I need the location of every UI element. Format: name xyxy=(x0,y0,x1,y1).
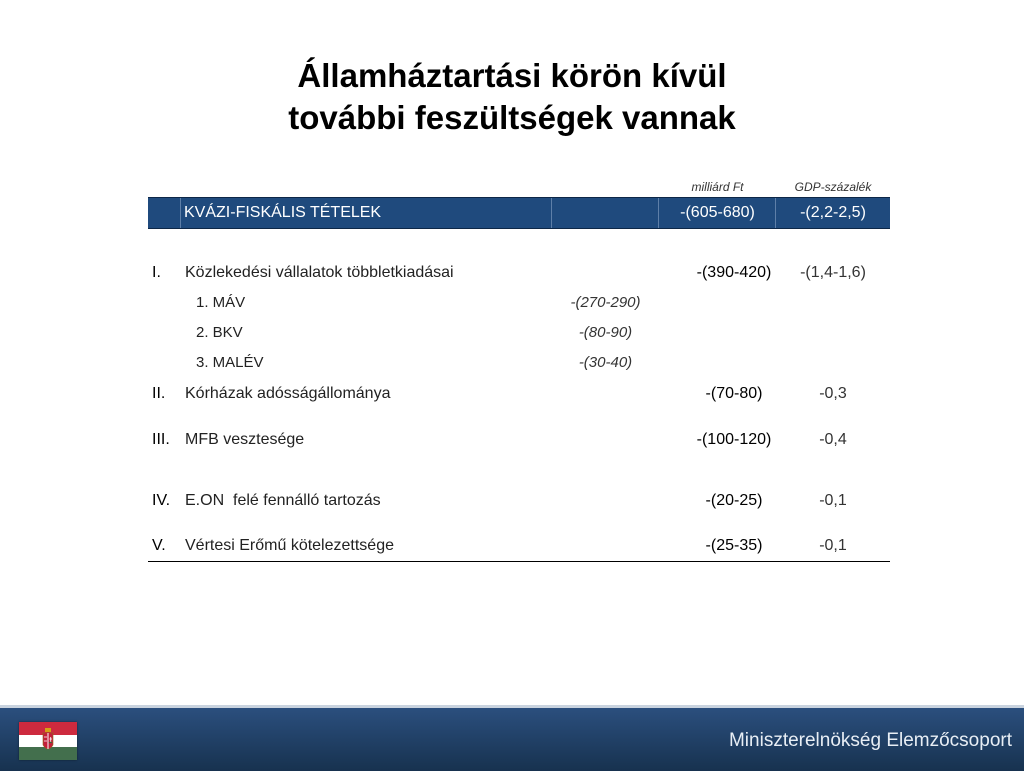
row-number: I. xyxy=(152,264,161,281)
row-value-gdp: -0,1 xyxy=(819,492,847,509)
header-separator xyxy=(658,198,659,228)
table-header-label: KVÁZI-FISKÁLIS TÉTELEK xyxy=(184,204,382,221)
row-number: III. xyxy=(152,431,170,448)
table-row xyxy=(148,379,890,409)
row-value-billion: -(20-25) xyxy=(705,492,763,509)
row-value-gdp: -0,4 xyxy=(819,431,847,448)
row-number: V. xyxy=(152,537,166,554)
table-bottom-rule xyxy=(148,561,890,562)
row-value-billion: -(390-420) xyxy=(696,264,772,281)
header-separator xyxy=(551,198,552,228)
row-value-gdp: -0,1 xyxy=(819,537,847,554)
subrow-label: 3. MALÉV xyxy=(196,354,264,371)
title-line-2: további feszültségek vannak xyxy=(288,99,736,136)
unit-billion-label: milliárd Ft xyxy=(691,180,744,194)
table-row xyxy=(148,531,890,561)
table-row xyxy=(148,258,890,288)
row-value-gdp: -(1,4-1,6) xyxy=(800,264,866,281)
row-label: Vértesi Erőmű kötelezettsége xyxy=(185,537,394,554)
subrow-label: 2. BKV xyxy=(196,324,243,341)
header-separator xyxy=(180,198,181,228)
table-row xyxy=(148,486,890,516)
row-number: II. xyxy=(152,385,166,402)
row-value-billion: -(100-120) xyxy=(696,431,772,448)
footer-bar xyxy=(0,705,1024,771)
table-subrow xyxy=(148,288,890,318)
subrow-value: -(80-90) xyxy=(578,324,633,341)
row-value-gdp: -0,3 xyxy=(819,385,847,402)
title-line-1: Államháztartási körön kívül xyxy=(297,57,727,94)
row-label: Közlekedési vállalatok többletkiadásai xyxy=(185,264,454,281)
row-label: E.ON felé fennálló tartozás xyxy=(185,492,381,509)
table-subrow xyxy=(148,318,890,348)
subrow-value: -(30-40) xyxy=(578,354,633,371)
table-row xyxy=(148,425,890,455)
row-number: IV. xyxy=(152,492,171,509)
subrow-label: 1. MÁV xyxy=(196,294,246,311)
unit-gdp-label: GDP-százalék xyxy=(794,180,872,194)
row-value-billion: -(70-80) xyxy=(705,385,763,402)
table-subrow xyxy=(148,348,890,378)
table-header-value-billion: -(605-680) xyxy=(680,204,755,221)
table-header-bar xyxy=(148,197,890,229)
hungarian-flag-icon xyxy=(19,722,77,760)
row-value-billion: -(25-35) xyxy=(705,537,763,554)
row-label: Kórházak adósságállománya xyxy=(185,385,391,402)
table-header-value-gdp: -(2,2-2,5) xyxy=(800,204,866,221)
row-label: MFB vesztesége xyxy=(185,431,305,448)
coat-of-arms-icon xyxy=(42,727,54,755)
subrow-value: -(270-290) xyxy=(570,294,641,311)
footer-organization-label: Miniszterelnökség Elemzőcsoport xyxy=(728,730,1012,751)
slide-title xyxy=(0,55,1024,139)
